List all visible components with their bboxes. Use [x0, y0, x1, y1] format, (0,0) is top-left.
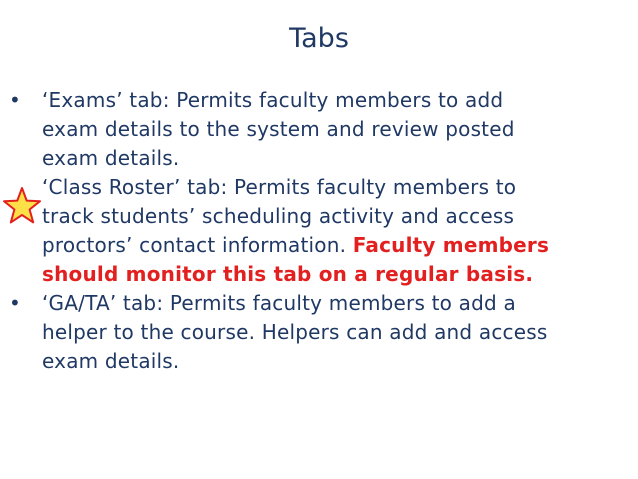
slide-title: Tabs [289, 23, 349, 54]
star-icon [2, 186, 42, 224]
bullet-ga-ta-tab [0, 289, 638, 376]
bullet-line: ‘Exams’ tab: Permits faculty members to add [42, 88, 504, 112]
bullet-dot: • [9, 88, 21, 112]
bullet-list [0, 86, 638, 376]
bullet-line: ‘Class Roster’ tab: Permits faculty members to [42, 175, 517, 199]
star-shape [4, 188, 40, 222]
bullet-line: ‘GA/TA’ tab: Permits faculty members to add a [42, 291, 516, 315]
bullet-line: exam details to the system and review posted [42, 117, 515, 141]
bullet-line: helper to the course. Helpers can add and access [42, 320, 548, 344]
emphasis-text: Faculty members [352, 233, 550, 257]
emphasis-text: should monitor this tab on a regular basis. [42, 262, 534, 286]
bullet-class-roster-tab [0, 173, 638, 289]
bullet-dot: • [9, 291, 21, 315]
bullet-line: exam details. [42, 349, 180, 373]
bullet-line: track students’ scheduling activity and access [42, 204, 515, 228]
bullet-exams-tab [0, 86, 638, 173]
bullet-line: proctors’ contact information. [42, 233, 353, 257]
bullet-line: exam details. [42, 146, 180, 170]
bullet-line-with-emphasis [42, 231, 618, 260]
